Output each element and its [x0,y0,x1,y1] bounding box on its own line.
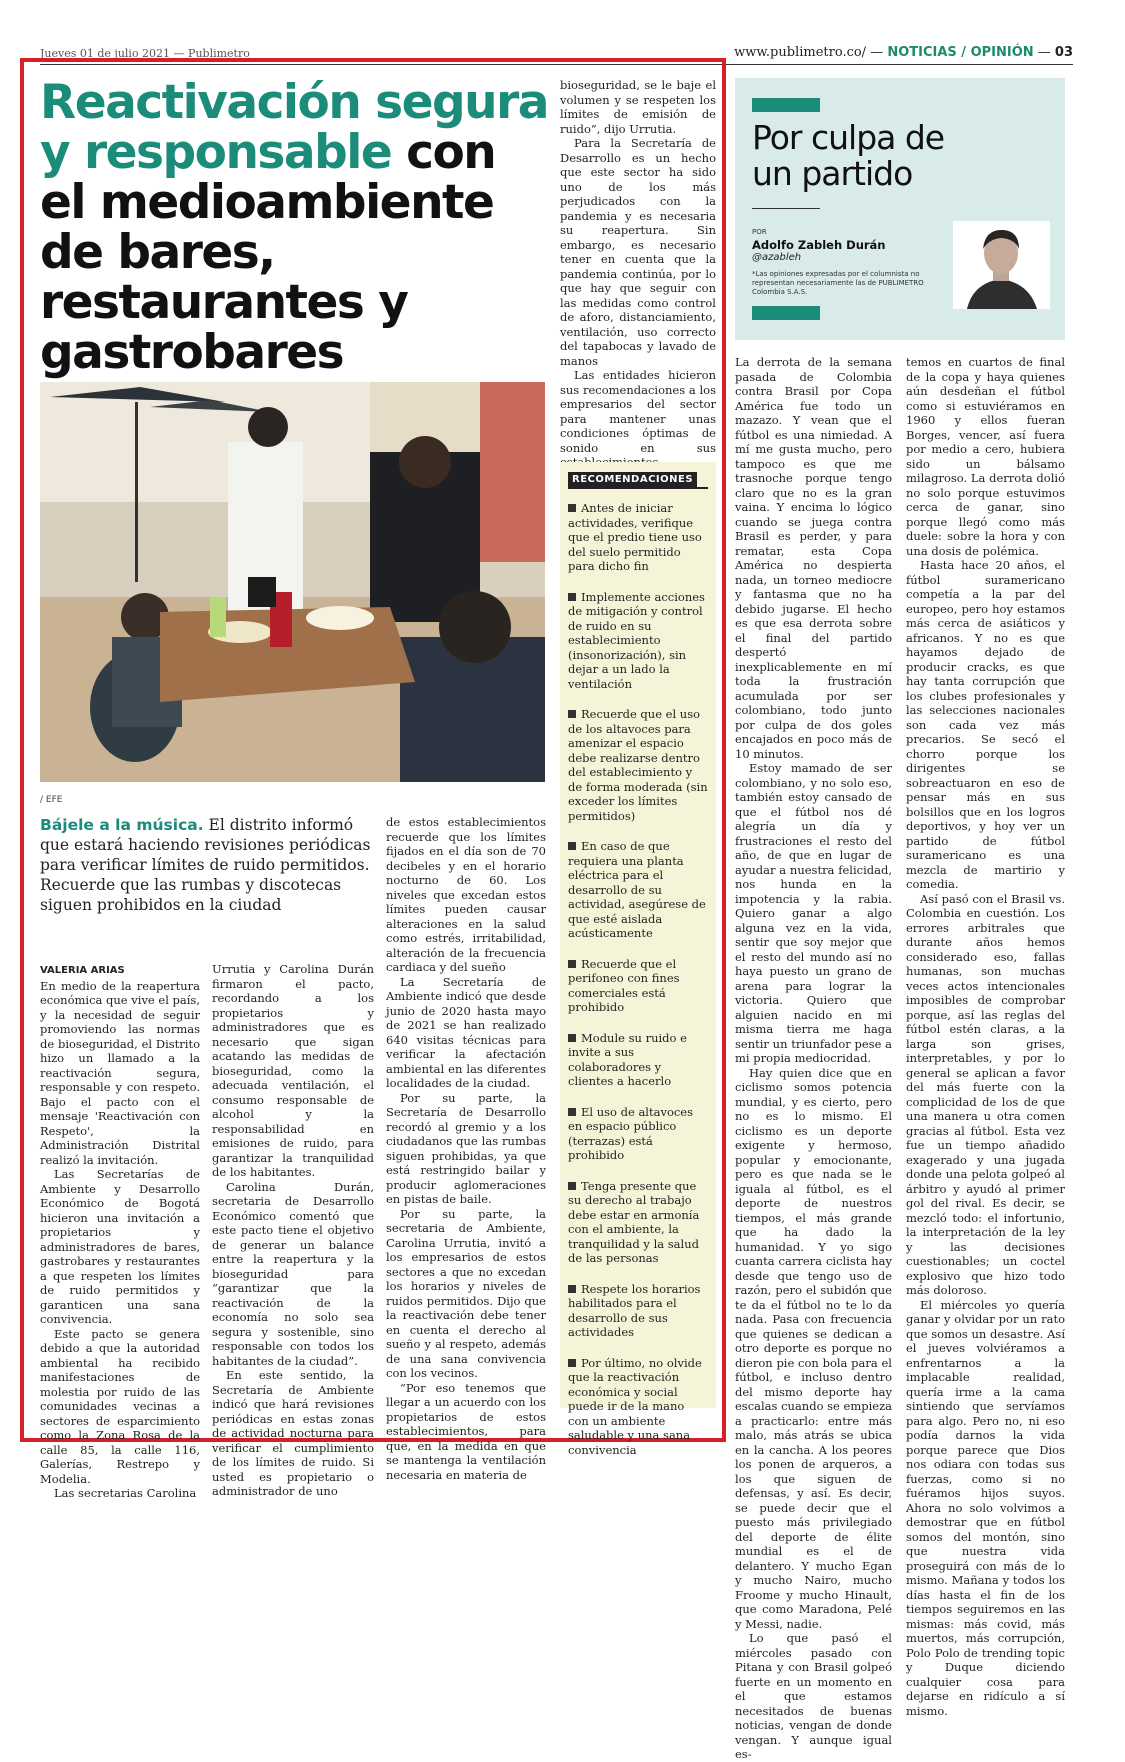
recommendation-item: Recuerde que el perifoneo con fines comerciales está prohibido [568,956,680,1014]
page-number: 03 [1054,45,1073,60]
article-headline [40,75,552,380]
paragraph: Las secretarias Carolina [54,1486,197,1500]
bullet-icon [568,960,576,968]
recommendations-title: RECOMENDACIONES [568,472,697,487]
bullet-icon [568,842,576,850]
author-photo [953,221,1050,309]
bullet-icon [568,710,576,718]
recommendation-item: En caso de que requiera una planta eléctrica para el desarrollo de su actividad, asegúrese de que esté aislada acústicamente [568,839,706,940]
recommendation-item: Module su ruido e invite a sus colaboradores y clientes a hacerlo [568,1030,687,1088]
article-photo [40,382,545,782]
opinion-title: Por culpa de un partido [752,118,945,193]
recommendations-box [560,462,716,1457]
paragraph: temos en cuartos de final de la copa y haya quienes aún desdeñan el fútbol como si estuviéramos en 1960 y ellos fueran Borges, vencer, así fuera por medio a cero, hubiera sido un bálsamo milagroso. La derrota dolió no solo porque estuvimos cerca de ganar, sino porque llegó como más duele: sobre la hora y con una dosis de polémica. [906,355,1065,558]
recommendation-item: Respete los horarios habilitados para el desarrollo de sus actividades [568,1281,701,1339]
paragraph: “Por eso tenemos que llegar a un acuerdo con los propietarios de estos establecimientos, para que, en la medida en que se mantenga la ventilación necesaria en materia de [386,1380,546,1482]
caption-text: El distrito informó que estará haciendo revisiones periódicas para verificar límites de ruido permitidos. Recuerde que las rumbas y discotecas siguen prohibidos en la ciudad [40,816,371,914]
bullet-icon [568,1359,576,1367]
article-column-4 [560,78,716,470]
paragraph: Hay quien dice que en ciclismo somos potencia mundial, y es cierto, pero no es lo mismo. El ciclismo es un deporte exigente y hermoso, popular y emocionante, pero es que nada se le iguala al fútbol, es el deporte de nuestros tiempos, el más grande que ha dado la humanidad. Y yo sigo cuanta carrera ciclista hay desde que tengo uso de razón, pero el subidón que te da el fútbol no te lo da nada. Pasa con frecuencia que quienes se dedican a otro deporte es porque no dieron pie con bola para el fútbol, e incluso dentro del mismo deporte hay escalas cuando se empieza a practicarlo: entre más malo, más atrás se ubica en la cancha. A los peores los ponen de arqueros, a los que siguen de defensas, y así. Es decir, se puede decir que el puesto más privilegiado del deporte de élite mundial es el de delantero. Y mucho Egan y mucho Nairo, mucho Froome y mucho Hinault, que como Maradona, Pelé y Messi, nadie. [735,1065,892,1631]
paragraph: La derrota de la semana pasada de Colombia contra Brasil por Copa América fue todo un mazazo. Y vean que el fútbol es una nimiedad. A mí me gusta mucho, pero tampoco es que me trasnoche porque tengo claro que no es la gran vaina. Y encima lo lógico cuando se juega contra Brasil es perder, y para rematar, esta Copa América no despierta nada, un torneo mediocre y fantasma que no ha debido jugarse. El hecho es que esa derrota sobre el final del partido despertó inexplicablemente en mí toda la frustración acumulada por ser colombiano, todo junto por culpa de dos goles encajados en poco más de 10 minutos. [735,355,892,761]
headline-rest: con el medioambiente de bares, restaurantes y gastrobares [40,125,496,380]
paragraph: En este sentido, la Secretaría de Ambiente indicó que hará revisiones periódicas en estas zonas de actividad nocturna para verificar el cumplimiento de los límites de ruido. Si usted es propietario o administrador de uno [212,1368,374,1498]
bullet-icon [568,1108,576,1116]
paragraph: de estos establecimientos recuerde que los límites fijados en el día son de 70 decibeles y en el horario nocturno de 60. Los niveles que excedan estos límites pueden causar alteraciones en la salud como estrés, irritabilidad, alteración de la frecuencia cardiaca y del sueño [386,815,546,974]
header-url[interactable]: www.publimetro.co/ [734,45,867,60]
bullet-icon [568,593,576,601]
paragraph: Lo que pasó el miércoles pasado con Pitana y con Brasil golpeó fuerte en un momento en el que estamos necesitados de buenas noticias, vengan de donde vengan. Y aunque igual es- [735,1631,892,1761]
byline: VALERIA ARIAS [40,965,125,976]
opinion-column-1 [735,355,892,1762]
disclaimer: *Las opiniones expresadas por el columnista no representan necesariamente las de PUBLIMETRO Colombia S.A.S. [752,270,924,296]
recommendation-item: Antes de iniciar actividades, verifique que el predio tiene uso del suelo permitido para dicho fin [568,501,702,573]
bullet-icon [568,1285,576,1293]
header-right: www.publimetro.co/ — NOTICIAS / OPINIÓN — 03 [734,45,1073,60]
header-date: Jueves 01 de julio 2021 — Publimetro [40,47,250,60]
divider [752,208,820,209]
recommendation-item: Tenga presente que su derecho al trabajo debe estar en armonía con el ambiente, la tranquilidad y la salud de las personas [568,1178,700,1265]
opinion-header-panel [735,78,1065,340]
bullet-icon [568,1034,576,1042]
paragraph: Por su parte, la secretaria de Ambiente, Carolina Urrutia, invitó a los empresarios de estos sectores a que no excedan los horarios y niveles de ruidos permitidos. Dijo que la reactivación debe tener en cuenta el derecho al sueño y al respeto, además de una sana convivencia con los vecinos. [386,1206,546,1380]
paragraph: Carolina Durán, secretaria de Desarrollo Económico comentó que este pacto tiene el objetivo de generar un balance entre la reapertura y la bioseguridad para “garantizar que la reactivación de la economía no solo sea segura y sostenible, sino responsable con todos los habitantes de la ciudad”. [212,1179,374,1368]
paragraph: Así pasó con el Brasil vs. Colombia en cuestión. Los errores arbitrales que durante años hemos considerado eso, fallas humanas, son muchas veces actos intencionales imposibles de comprobar porque, así las reglas del fútbol estén claras, a la larga son grises, interpretables, y por lo general se aplican a favor del más fuerte con la complicidad de los de que una manera u otra comen gracias al fútbol. Esta vez fue un tiempo añadido exagerado y una jugada donde una pelota golpeó al árbitro y ayudó al primer gol del rival. Es decir, se mezcló todo: el infortunio, la interpretación de la ley y las decisiones cuestionables; un coctel explosivo que hizo todo más doloroso. [906,891,1065,1297]
paragraph: El miércoles yo quería ganar y olvidar por un rato que somos un desastre. Así el jueves volviéramos a enfrentarnos a la implacable realidad, quería irme a la cama sintiendo que servíamos para algo. Pero no, ni eso podía darnos la vida porque parece que Dios nos odiara con todas sus fuerzas, como si no fuéramos hijos suyos. Ahora no solo volvimos a demostrar que en fútbol somos del montón, sino que nuestra vida proseguirá con más de lo mismo. Mañana y todos los días hasta el fin de los tiempos seguiremos en las mismas: más covid, más muertos, más corrupción, Polo Polo de trending topic y Duque diciendo cualquier cosa para dejarse en ridículo a sí mismo. [906,1297,1065,1718]
photo-credit: / EFE [40,795,63,805]
paragraph: Para la Secretaría de Desarrollo es un hecho que este sector ha sido uno de los más perjudicados con la pandemia y es necesaria su reapertura. Sin embargo, es necesario tener en cuenta que la pandemia continúa, por lo que hay que seguir con las medidas como control de aforo, distanciamiento, ventilación, uso correcto del tapabocas y lavado de manos [560,136,716,368]
opinion-column-2 [906,355,1065,1718]
accent-bar [752,306,820,320]
paragraph: Estoy mamado de ser colombiano, y no solo eso, también estoy cansado de que el fútbol nos dé alegría un día y frustraciones el resto del año, de que en lugar de ayudar a nuestra felicidad, nos hunda en la impotencia y la rabia. Quiero ganar a algo alguna vez en la vida, sentir que soy mejor que el resto del mundo así no haya puesto un grano de arena para lograr la victoria. Quiero que alguien nacido en mi misma tierra me haga sentir un triunfador pese a mi propia mediocridad. [735,761,892,1065]
bullet-icon [568,1182,576,1190]
paragraph: Este pacto se genera debido a que la autoridad ambiental ha recibido manifestaciones de molestia por ruido de las comunidades vecinas a sectores de esparcimiento como la Zona Rosa de la calle 85, la calle 116, Galerías, Restrepo y Modelia. [40,1326,200,1486]
paragraph: La Secretaría de Ambiente indicó que desde junio de 2020 hasta mayo de 2021 se han realizado 640 visitas técnicas para verificar la afectación ambiental en las diferentes localidades de la ciudad. [386,974,546,1090]
article-column-3 [386,815,546,1482]
accent-bar [752,98,820,112]
author-name: Adolfo Zableh Durán [752,238,886,252]
caption-lead: Bájele a la música. [40,816,204,834]
article-column-2 [212,962,374,1499]
paragraph: Urrutia y Carolina Durán firmaron el pacto, recordando a los propietarios y administradores que es necesario que sigan acatando las medidas de bioseguridad, como la adecuada ventilación, el consumo responsable de alcohol y la responsabilidad en emisiones de ruido, para garantizar la tranquilidad de los habitantes. [212,962,374,1179]
paragraph: Las entidades hicieron sus recomendaciones a los empresarios del sector para mantener unas condiciones óptimas de sonido en sus [560,368,716,455]
headline-highlight: Reactivación segura y responsable [40,75,549,180]
photo-caption [40,815,376,915]
paragraph: Por su parte, la Secretaría de Desarrollo recordó al gremio y a los ciudadanos que las rumbas siguen prohibidas, ya que está restringido bailar y producir aglomeraciones en pistas de baile. [386,1090,546,1206]
recommendation-item: El uso de altavoces en espacio público (terrazas) está prohibido [568,1104,694,1162]
article-column-1 [40,962,200,1501]
header-section: NOTICIAS / OPINIÓN [887,45,1034,60]
paragraph: Hasta hace 20 años, el fútbol suramericano competía a la par del europeo, pero hoy estamos más cerca de asiáticos y africanos. Y no es que hayamos dejado de producir cracks, es que hay tanta corrupción que los clubes profesionales y las selecciones nacionales son cada vez más precarios. Se secó el chorro porque los dirigentes se sobreactuaron en eso de pensar más en sus bolsillos que en los logros deportivos, y hoy ver un partido de fútbol suramericano es una mezcla de martirio y comedia. [906,558,1065,891]
recommendation-item: Implemente acciones de mitigación y control de ruido en su establecimiento (insonorización), sin dejar a un lado la ventilación [568,589,705,691]
bullet-icon [568,504,576,512]
author-handle[interactable]: @azableh [752,252,802,263]
recommendation-item: Recuerde que el uso de los altavoces para amenizar el espacio debe realizarse dentro del establecimiento y de forma moderada (sin exceder los límites permitidos) [568,707,708,823]
byline-prefix: POR [752,228,767,236]
paragraph: En medio de la reapertura económica que vive el país, y la necesidad de seguir promoviendo las normas de bioseguridad, el Distrito hizo un llamado a la reactivación segura, responsable y con respeto. Bajo el pacto con el mensaje 'Reactivación con Respeto', la Administración Distrital realizó la invitación. [40,978,200,1167]
paragraph: Las Secretarías de Ambiente y Desarrollo Económico de Bogotá hicieron una invitación a propietarios y administradores de bares, gastrobares y restaurantes a que respeten los límites de ruido permitidos y garanticen una sana convivencia. [40,1167,200,1326]
recommendation-item: Por último, no olvide que la reactivación económica y social puede ir de la mano con un ambiente saludable y una sana convivencia [568,1355,702,1457]
paragraph: bioseguridad, se le baje el volumen y se respeten los límites de emisión de ruido”, dijo Urrutia. [560,78,716,136]
